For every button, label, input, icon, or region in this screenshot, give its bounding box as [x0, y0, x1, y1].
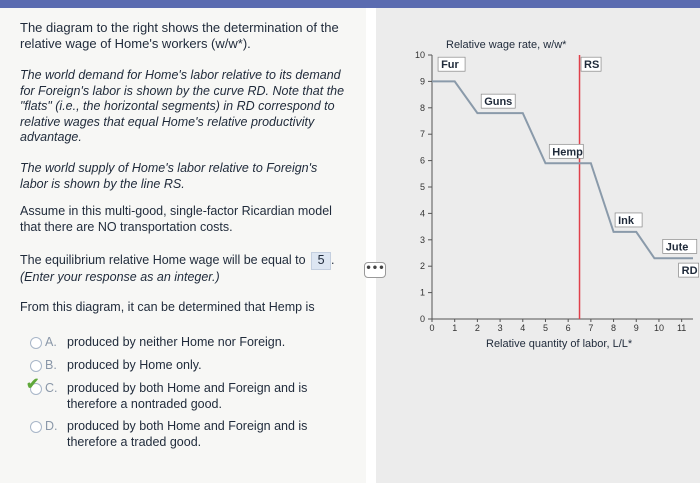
question-determine: From this diagram, it can be determined that Hemp is [20, 300, 315, 314]
x-tick-label-0: 0 [429, 323, 435, 333]
x-tick-label-10: 10 [653, 323, 664, 333]
x-tick-label-8: 8 [611, 323, 617, 333]
x-tick-label-9: 9 [633, 323, 639, 333]
panel-resize-handle[interactable]: ••• [364, 262, 386, 278]
x-tick-label-3: 3 [497, 323, 503, 333]
chart-series [432, 55, 693, 319]
y-tick-label-0: 0 [419, 314, 425, 324]
x-tick-label-1: 1 [452, 323, 458, 333]
x-tick-label-4: 4 [520, 323, 526, 333]
chart-axes [432, 55, 693, 319]
question-supply: The world supply of Home's labor relative to Foreign's labor is shown by the line RS. [20, 161, 318, 191]
label-ink: Ink [618, 214, 635, 227]
y-tick-label-1: 1 [419, 287, 425, 298]
panel-divider [366, 8, 376, 483]
y-tick-label-5: 5 [419, 182, 425, 192]
x-tick-label-7: 7 [588, 323, 594, 333]
y-tick-label-9: 9 [419, 76, 425, 87]
y-tick-label-7: 7 [419, 129, 425, 140]
label-guns: Guns [484, 96, 513, 109]
check-icon: ✔ [26, 376, 40, 393]
option-letter-c: C. [45, 381, 58, 395]
option-text-b: produced by Home only. [67, 358, 202, 372]
equilibrium-hint: (Enter your response as an integer.) [20, 269, 220, 284]
radio-a[interactable] [30, 337, 42, 349]
equilibrium-question: The equilibrium relative Home wage will be equal to 5 . (Enter your response as an integer.) [20, 253, 335, 284]
equilibrium-answer-field[interactable]: 5 [311, 252, 331, 270]
top-bar [0, 0, 700, 8]
option-letter-b: B. [45, 358, 57, 372]
label-rs: RS [584, 59, 600, 72]
x-tick-label-6: 6 [565, 323, 571, 333]
y-tick-label-10: 10 [414, 50, 425, 60]
question-intro: The diagram to the right shows the determination of the relative wage of Home's workers (w/w*). [20, 20, 339, 51]
option-letter-a: A. [45, 335, 57, 349]
chart-ticks [415, 50, 700, 333]
y-tick-label-8: 8 [419, 102, 425, 113]
option-text-a: produced by neither Home nor Foreign. [67, 335, 286, 349]
radio-b[interactable] [30, 360, 42, 372]
label-jute: Jute [665, 241, 689, 254]
y-tick-label-2: 2 [419, 261, 425, 272]
label-fur: Fur [441, 59, 459, 72]
chart-labels [438, 57, 699, 277]
y-axis-label: Relative wage rate, w/w* [446, 39, 567, 51]
question-demand: The world demand for Home's labor relative to its demand for Foreign's labor is shown by the curve RD. Note that the "flats" (i.e., the horizontal segments) in RD correspond to relative wages that equal Home's relative productivity advantage. [20, 68, 345, 144]
y-tick-label-6: 6 [419, 155, 425, 166]
option-text-d: produced by both Home and Foreign and is therefore a traded good. [67, 419, 308, 449]
relative-wage-chart [376, 8, 700, 380]
option-text-c: produced by both Home and Foreign and is therefore a nontraded good. [67, 381, 308, 411]
option-letter-d: D. [45, 419, 58, 433]
x-tick-label-11: 11 [676, 323, 687, 333]
rd-curve [432, 81, 693, 258]
y-tick-label-4: 4 [419, 208, 425, 219]
x-tick-label-5: 5 [542, 323, 548, 333]
radio-d[interactable] [30, 421, 42, 433]
x-tick-label-2: 2 [474, 323, 480, 333]
y-tick-label-3: 3 [419, 234, 425, 245]
label-rd: RD [681, 265, 698, 278]
question-assume: Assume in this multi-good, single-factor Ricardian model that there are NO transportation costs. [20, 204, 332, 234]
x-axis-label: Relative quantity of labor, L/L* [486, 338, 633, 350]
equilibrium-prefix: The equilibrium relative Home wage will be equal to [20, 253, 306, 267]
label-hemp: Hemp [552, 146, 583, 159]
